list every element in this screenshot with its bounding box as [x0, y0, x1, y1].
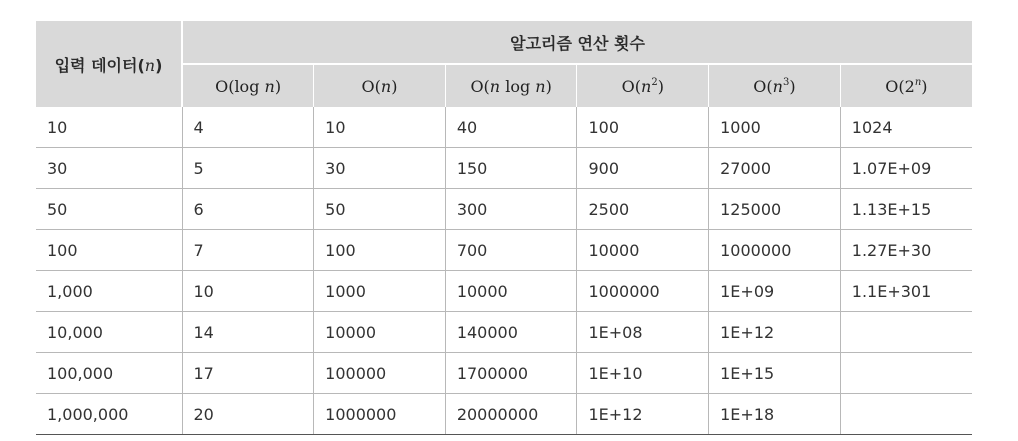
col-header-var2: n	[535, 76, 546, 96]
input-data-header-close: )	[155, 55, 163, 75]
col-header-close: )	[545, 76, 552, 96]
table-cell: 100	[36, 230, 182, 271]
table-cell: 1000000	[709, 230, 841, 271]
col-header-text: O(	[361, 76, 381, 96]
table-cell: 100000	[314, 353, 446, 394]
table-cell: 150	[445, 148, 577, 189]
col-header-close: )	[657, 76, 664, 96]
table-cell: 27000	[709, 148, 841, 189]
table-cell: 140000	[445, 312, 577, 353]
table-cell: 1E+12	[577, 394, 709, 435]
table-cell: 1E+12	[709, 312, 841, 353]
table-cell: 1000000	[577, 271, 709, 312]
col-header-on	[314, 64, 446, 107]
table-row	[36, 394, 972, 435]
table-cell: 100	[577, 107, 709, 148]
col-header-close: )	[391, 76, 398, 96]
table-cell: 7	[182, 230, 314, 271]
table-row	[36, 189, 972, 230]
input-data-header-text: 입력 데이터(	[54, 55, 145, 75]
table-row	[36, 107, 972, 148]
table-cell: 17	[182, 353, 314, 394]
table-cell: 900	[577, 148, 709, 189]
col-header-exp: 2	[651, 76, 658, 88]
table-cell: 2500	[577, 189, 709, 230]
col-header-exp: 3	[782, 76, 790, 88]
table-cell: 10000	[314, 312, 446, 353]
table-cell: 1700000	[445, 353, 577, 394]
table-cell: 1000	[314, 271, 446, 312]
col-header-text: O(	[753, 76, 773, 96]
col-header-close: )	[274, 76, 282, 96]
table-cell: 1000	[709, 107, 841, 148]
table-cell: 1E+10	[577, 353, 709, 394]
table-cell: 10,000	[36, 312, 182, 353]
table-row	[36, 271, 972, 312]
table-header	[36, 21, 972, 107]
table-cell: 1000000	[314, 394, 446, 435]
col-header-text: O(	[621, 76, 641, 96]
col-header-exp: n	[914, 76, 922, 88]
col-header-var: n	[380, 76, 392, 96]
table-cell: 50	[314, 189, 446, 230]
table-cell: 1.13E+15	[840, 189, 972, 230]
table-cell: 100,000	[36, 353, 182, 394]
table-cell: 1.27E+30	[840, 230, 972, 271]
algorithm-ops-header: 알고리즘 연산 횟수	[182, 21, 972, 64]
col-header-on2	[577, 64, 709, 107]
table-cell: 20000000	[445, 394, 577, 435]
table-cell: 10	[314, 107, 446, 148]
table-cell: 100	[314, 230, 446, 271]
input-data-header-var: n	[144, 55, 156, 75]
col-header-close: )	[921, 76, 928, 96]
complexity-table	[36, 21, 972, 435]
table-cell: 1.07E+09	[840, 148, 972, 189]
table-cell: 1,000	[36, 271, 182, 312]
col-header-o2n	[840, 64, 972, 107]
table-cell: 20	[182, 394, 314, 435]
table-cell: 40	[445, 107, 577, 148]
table-cell: 30	[314, 148, 446, 189]
table-cell: 10	[36, 107, 182, 148]
table-row	[36, 230, 972, 271]
table-cell: 5	[182, 148, 314, 189]
col-header-onlogn	[445, 64, 577, 107]
col-header-mid: log	[500, 76, 536, 96]
table-cell: 14	[182, 312, 314, 353]
table-row	[36, 353, 972, 394]
table-cell: 300	[445, 189, 577, 230]
table-row	[36, 312, 972, 353]
table-cell: 1E+15	[709, 353, 841, 394]
col-header-text: O(log	[215, 76, 265, 96]
table-cell	[840, 394, 972, 435]
col-header-olog	[182, 64, 314, 107]
col-header-var: n	[641, 76, 652, 96]
table-cell: 6	[182, 189, 314, 230]
table-cell: 10000	[445, 271, 577, 312]
table-row	[36, 148, 972, 189]
table-cell: 10	[182, 271, 314, 312]
table-cell: 1024	[840, 107, 972, 148]
table-cell: 1E+09	[709, 271, 841, 312]
col-header-on3	[709, 64, 841, 107]
table-cell	[840, 353, 972, 394]
table-cell: 30	[36, 148, 182, 189]
table-cell: 1.1E+301	[840, 271, 972, 312]
input-data-header	[36, 21, 182, 107]
col-header-text: O(2	[885, 76, 915, 96]
table-cell: 4	[182, 107, 314, 148]
col-header-var: n	[264, 76, 275, 96]
table-cell: 10000	[577, 230, 709, 271]
table-cell: 1,000,000	[36, 394, 182, 435]
col-header-var: n	[772, 76, 783, 96]
table-cell: 700	[445, 230, 577, 271]
table-cell	[840, 312, 972, 353]
table-cell: 1E+18	[709, 394, 841, 435]
col-header-close: )	[789, 76, 796, 96]
table-body	[36, 107, 972, 435]
table-cell: 50	[36, 189, 182, 230]
table-cell: 125000	[709, 189, 841, 230]
table-cell: 1E+08	[577, 312, 709, 353]
col-header-text: O(	[470, 76, 490, 96]
col-header-var: n	[489, 76, 501, 96]
